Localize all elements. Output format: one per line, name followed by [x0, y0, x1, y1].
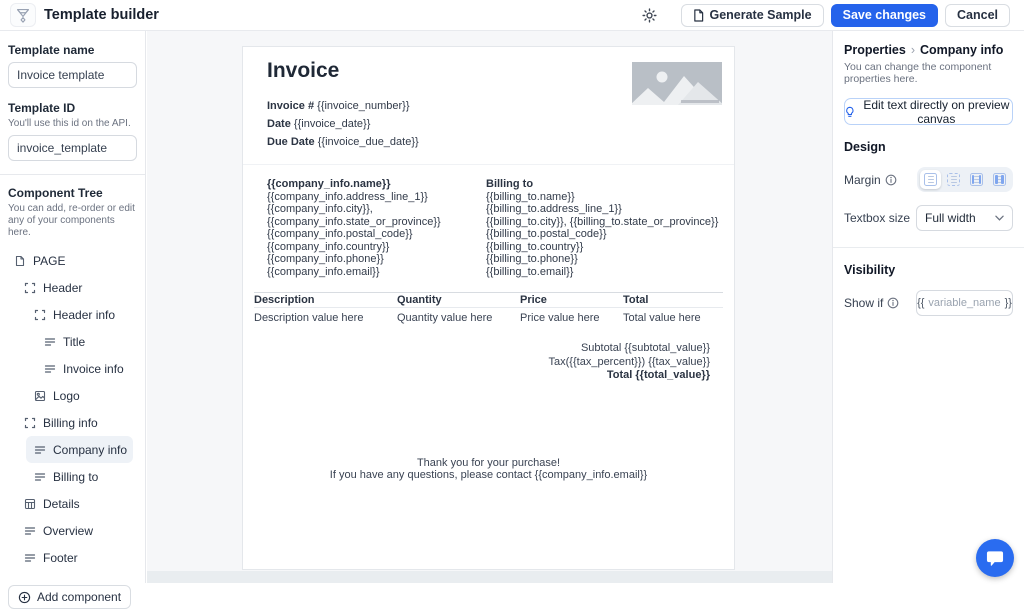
- lightbulb-icon: [845, 105, 855, 119]
- component-tree-help: You can add, re-order or edit any of your components here.: [8, 203, 137, 239]
- tree-item-label: Overview: [43, 524, 93, 538]
- footer-thanks-line: Thank you for your purchase!: [243, 457, 734, 470]
- tree-item-label: Header info: [53, 308, 115, 322]
- close-braces: }}: [1005, 297, 1012, 309]
- cell-total: Total value here: [623, 312, 723, 324]
- page-title: Template builder: [44, 7, 159, 23]
- tree-item-label: Title: [63, 335, 85, 349]
- tree-item-header-info[interactable]: [8, 301, 137, 328]
- tree-item-label: Header: [43, 281, 82, 295]
- sun-icon: [642, 8, 657, 23]
- component-tree-title: Component Tree: [8, 186, 137, 200]
- subtotal-line: Subtotal {{subtotal_value}}: [243, 342, 710, 356]
- col-total: Total: [623, 294, 723, 306]
- company-info-block[interactable]: [267, 178, 486, 278]
- template-name-input[interactable]: [8, 62, 137, 88]
- sidebar-divider: [0, 174, 145, 175]
- company-name-line: {{company_info.name}}: [267, 178, 486, 191]
- container-icon: [24, 282, 36, 294]
- theme-toggle-button[interactable]: [638, 4, 660, 26]
- placeholder-landscape-icon: [632, 62, 722, 105]
- chat-launcher-button[interactable]: [976, 539, 1014, 577]
- billing-country-line: {{billing_to.country}}: [486, 241, 710, 254]
- margin-row: [844, 167, 1013, 192]
- total-line: Total {{total_value}}: [243, 369, 710, 383]
- tree-item-label: Billing info: [43, 416, 98, 430]
- table-icon: [24, 498, 36, 510]
- margin-option-medium[interactable]: [966, 170, 987, 189]
- textbox-size-select[interactable]: [916, 205, 1013, 231]
- margin-option-none[interactable]: [920, 170, 941, 189]
- invoice-meta[interactable]: [267, 97, 734, 151]
- horizontal-scrollbar[interactable]: [147, 571, 832, 583]
- invoice-date-value: {{invoice_date}}: [294, 118, 370, 130]
- footer-contact-line: If you have any questions, please contact {{company_info.email}}: [243, 469, 734, 482]
- tree-item-overview[interactable]: [8, 517, 137, 544]
- billing-city-state-line: {{billing_to.city}}, {{billing_to.state_or_province}}: [486, 216, 710, 229]
- variable-placeholder: variable_name: [928, 297, 1000, 309]
- app-logo[interactable]: [10, 3, 36, 27]
- details-table-header: [254, 292, 723, 308]
- container-icon: [24, 417, 36, 429]
- design-section-title: Design: [844, 140, 1013, 154]
- tree-item-header[interactable]: [8, 274, 137, 301]
- company-address-line: {{company_info.address_line_1}}: [267, 191, 486, 204]
- tree-item-label: Invoice info: [63, 362, 124, 376]
- container-icon: [34, 309, 46, 321]
- text-icon: [44, 336, 56, 348]
- tree-item-footer[interactable]: [8, 544, 137, 571]
- info-icon[interactable]: [885, 174, 897, 186]
- panel-divider: [833, 247, 1024, 248]
- component-tree: [8, 247, 137, 571]
- billing-info-section: [243, 164, 734, 278]
- billing-postal-line: {{billing_to.postal_code}}: [486, 228, 710, 241]
- tree-item-page[interactable]: [8, 247, 137, 274]
- placeholder-caption: [681, 100, 719, 103]
- margin-label: Margin: [844, 173, 881, 187]
- text-icon: [44, 363, 56, 375]
- tree-item-label: Billing to: [53, 470, 98, 484]
- billing-to-block[interactable]: [486, 178, 710, 278]
- textbox-size-label: Textbox size: [844, 211, 910, 225]
- show-if-label: Show if: [844, 296, 883, 310]
- page-icon: [14, 255, 26, 267]
- col-description: Description: [254, 294, 397, 306]
- info-icon[interactable]: [887, 297, 899, 309]
- document-icon: [693, 9, 704, 22]
- invoice-due-date-value: {{invoice_due_date}}: [318, 136, 419, 148]
- overview-totals[interactable]: [243, 342, 710, 383]
- open-braces: {{: [917, 297, 924, 309]
- invoice-number-label: Invoice #: [267, 100, 314, 112]
- tree-item-title[interactable]: [8, 328, 137, 355]
- template-id-help: You'll use this id on the API.: [8, 118, 137, 130]
- tree-item-label: Company info: [53, 443, 127, 457]
- text-icon: [34, 444, 46, 456]
- billing-address-line: {{billing_to.address_line_1}}: [486, 203, 710, 216]
- visibility-section-title: Visibility: [844, 263, 1013, 277]
- invoice-title[interactable]: Invoice: [267, 59, 734, 83]
- cancel-button[interactable]: Cancel: [945, 4, 1010, 27]
- text-icon: [34, 471, 46, 483]
- brand-logo-icon: [13, 5, 33, 25]
- tax-line: Tax({{tax_percent}}) {{tax_value}}: [243, 356, 710, 370]
- chat-bubble-icon: [986, 550, 1004, 567]
- preview-canvas: [147, 31, 832, 583]
- top-bar: [0, 0, 1024, 31]
- plus-circle-icon: [18, 591, 31, 604]
- properties-panel: [832, 31, 1024, 583]
- add-component-button[interactable]: [8, 585, 131, 609]
- add-component-label: Add component: [37, 590, 121, 604]
- invoice-date-label: Date: [267, 118, 291, 130]
- margin-option-small[interactable]: [943, 170, 964, 189]
- company-phone-line: {{company_info.phone}}: [267, 253, 486, 266]
- chevron-down-icon: [995, 215, 1004, 221]
- tree-item-label: Details: [43, 497, 80, 511]
- company-state-line: {{company_info.state_or_province}}: [267, 216, 486, 229]
- company-city-line: {{company_info.city}},: [267, 203, 486, 216]
- details-table[interactable]: [254, 292, 723, 326]
- tree-item-label: Logo: [53, 389, 80, 403]
- textbox-size-value: Full width: [925, 211, 976, 225]
- billing-phone-line: {{billing_to.phone}}: [486, 253, 710, 266]
- cell-description: Description value here: [254, 312, 397, 324]
- breadcrumb-properties[interactable]: Properties: [844, 43, 906, 57]
- company-country-line: {{company_info.country}}: [267, 241, 486, 254]
- margin-medium-icon: [970, 173, 983, 186]
- col-quantity: Quantity: [397, 294, 520, 306]
- invoice-date-line: [267, 115, 734, 133]
- template-name-label: Template name: [8, 43, 137, 57]
- company-postal-line: {{company_info.postal_code}}: [267, 228, 486, 241]
- breadcrumb-current: Company info: [920, 43, 1003, 57]
- billing-email-line: {{billing_to.email}}: [486, 266, 710, 279]
- billing-name-line: {{billing_to.name}}: [486, 191, 710, 204]
- margin-option-large[interactable]: [989, 170, 1010, 189]
- save-changes-button[interactable]: Save changes: [831, 4, 938, 27]
- properties-help: You can change the component properties here.: [844, 61, 1013, 85]
- show-if-row: [844, 290, 1013, 316]
- margin-options: [917, 167, 1013, 192]
- edit-text-button-label: Edit text directly on preview canvas: [861, 98, 1012, 126]
- tree-item-details[interactable]: [8, 490, 137, 517]
- generate-sample-button[interactable]: [681, 4, 823, 27]
- tree-item-billing-to[interactable]: [8, 463, 137, 490]
- logo-placeholder-image[interactable]: [632, 62, 722, 105]
- template-id-input[interactable]: [8, 135, 137, 161]
- tree-item-company-info[interactable]: [26, 436, 133, 463]
- textbox-size-row: [844, 205, 1013, 231]
- edit-text-button[interactable]: [844, 98, 1013, 125]
- tree-item-invoice-info[interactable]: [8, 355, 137, 382]
- template-id-label: Template ID: [8, 101, 137, 115]
- breadcrumb: [844, 43, 1013, 57]
- margin-large-icon: [993, 173, 1006, 186]
- tree-item-billing-info[interactable]: [8, 409, 137, 436]
- cell-price: Price value here: [520, 312, 623, 324]
- tree-item-label: Footer: [43, 551, 78, 565]
- invoice-due-date-label: Due Date: [267, 136, 315, 148]
- invoice-number-value: {{invoice_number}}: [317, 100, 409, 112]
- col-price: Price: [520, 294, 623, 306]
- breadcrumb-separator-icon: ›: [911, 43, 915, 57]
- margin-small-icon: [947, 173, 960, 186]
- invoice-preview-page[interactable]: [242, 46, 735, 570]
- invoice-due-date-line: [267, 133, 734, 151]
- tree-item-label: PAGE: [33, 254, 65, 268]
- details-table-row: [254, 310, 723, 326]
- billing-to-title: Billing to: [486, 178, 710, 191]
- margin-none-icon: [924, 173, 937, 186]
- image-icon: [34, 390, 46, 402]
- text-icon: [24, 552, 36, 564]
- generate-sample-label: Generate Sample: [709, 8, 811, 22]
- tree-item-logo[interactable]: [8, 382, 137, 409]
- text-icon: [24, 525, 36, 537]
- left-sidebar: [0, 31, 146, 583]
- cell-quantity: Quantity value here: [397, 312, 520, 324]
- company-email-line: {{company_info.email}}: [267, 266, 486, 279]
- show-if-input[interactable]: [916, 290, 1013, 316]
- invoice-footer[interactable]: [243, 457, 734, 482]
